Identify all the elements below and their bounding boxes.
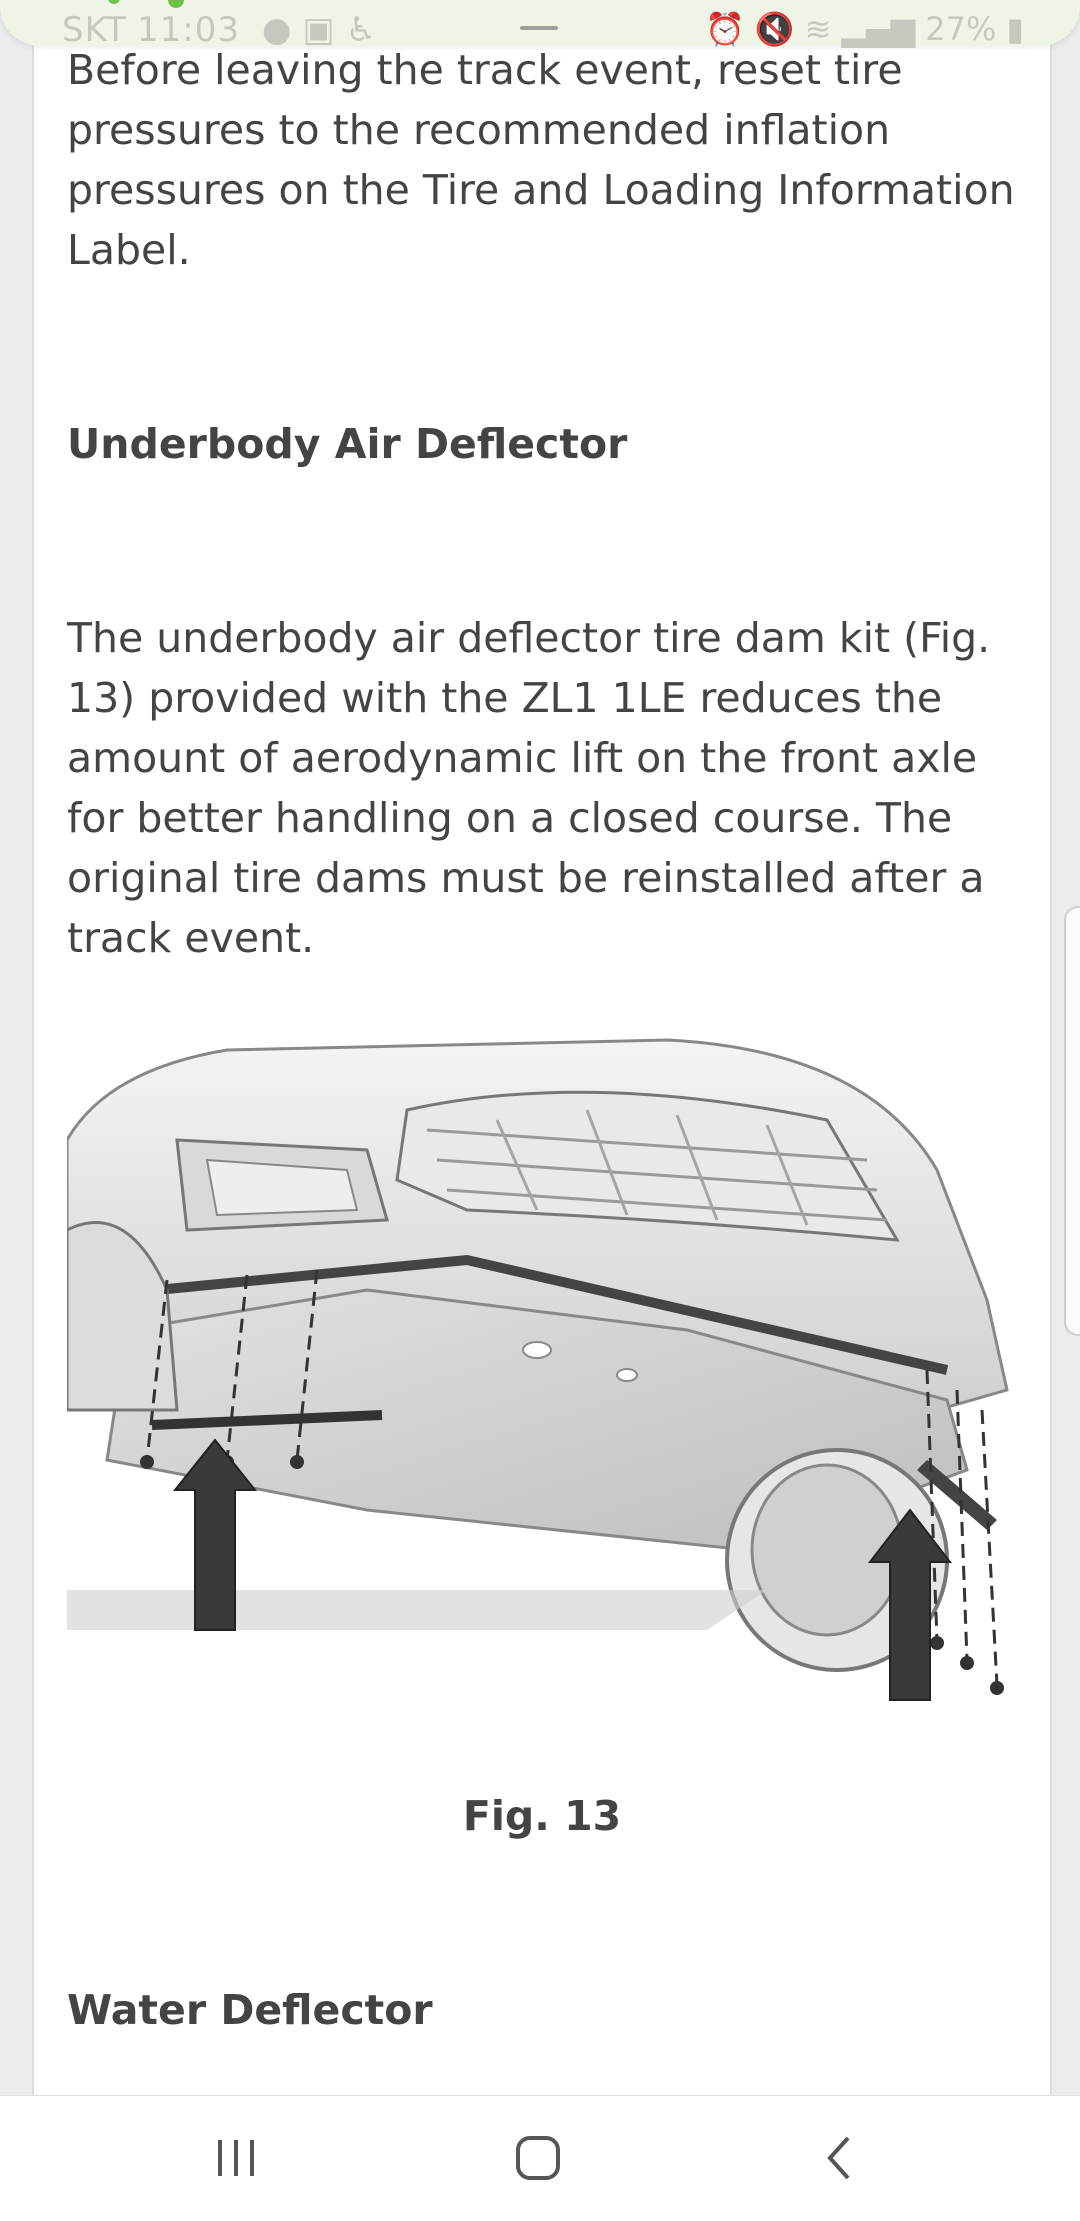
- image-icon: ▣: [302, 10, 336, 50]
- drag-handle[interactable]: [520, 26, 558, 30]
- car-underbody-illustration: [67, 1030, 1022, 1740]
- recents-button[interactable]: [196, 2126, 276, 2190]
- alarm-icon: ⏰: [704, 10, 745, 48]
- chat-icon: ●: [261, 10, 293, 50]
- carrier-label: SKT: [62, 10, 128, 50]
- figure-underbody-diagram: [67, 1030, 1022, 1740]
- status-right: [695, 10, 1024, 48]
- edge-panel-handle[interactable]: [1064, 906, 1080, 1336]
- back-icon: [820, 2134, 860, 2182]
- home-button[interactable]: [498, 2126, 578, 2190]
- wifi-icon: ≋: [804, 10, 832, 48]
- notification-dot: [168, 0, 184, 8]
- home-icon: [514, 2134, 562, 2182]
- intro-paragraph: Before leaving the track event, reset tire pressures to the recommended inflation pressures on the Tire and Loading Information Label.: [67, 46, 1015, 274]
- battery-icon: ▮: [1006, 10, 1024, 48]
- mute-icon: 🔇: [754, 10, 795, 48]
- notification-dot: [108, 0, 120, 4]
- clock: 11:03: [137, 10, 240, 50]
- accessibility-icon: ♿: [345, 10, 378, 50]
- signal-icon: ▂▄▆: [841, 10, 916, 48]
- navigation-bar: [0, 2095, 1080, 2221]
- figure-caption: Fig. 13: [462, 1792, 622, 1840]
- recents-icon: [214, 2138, 258, 2178]
- battery-percent: 27%: [925, 10, 997, 48]
- back-button[interactable]: [800, 2126, 880, 2190]
- section-heading-underbody-air-deflector: Underbody Air Deflector: [67, 420, 628, 468]
- status-bar: [0, 0, 1080, 50]
- article-card: [32, 0, 1052, 2095]
- section-paragraph: The underbody air deflector tire dam kit (Fig. 13) provided with the ZL1 1LE reduces the amount of aerodynamic lift on the front axle for better handling on a closed course. The original tire dams must be reinstalled after a track event.: [67, 614, 991, 962]
- status-left: [62, 10, 387, 50]
- section-heading-water-deflector: Water Deflector: [67, 1986, 433, 2034]
